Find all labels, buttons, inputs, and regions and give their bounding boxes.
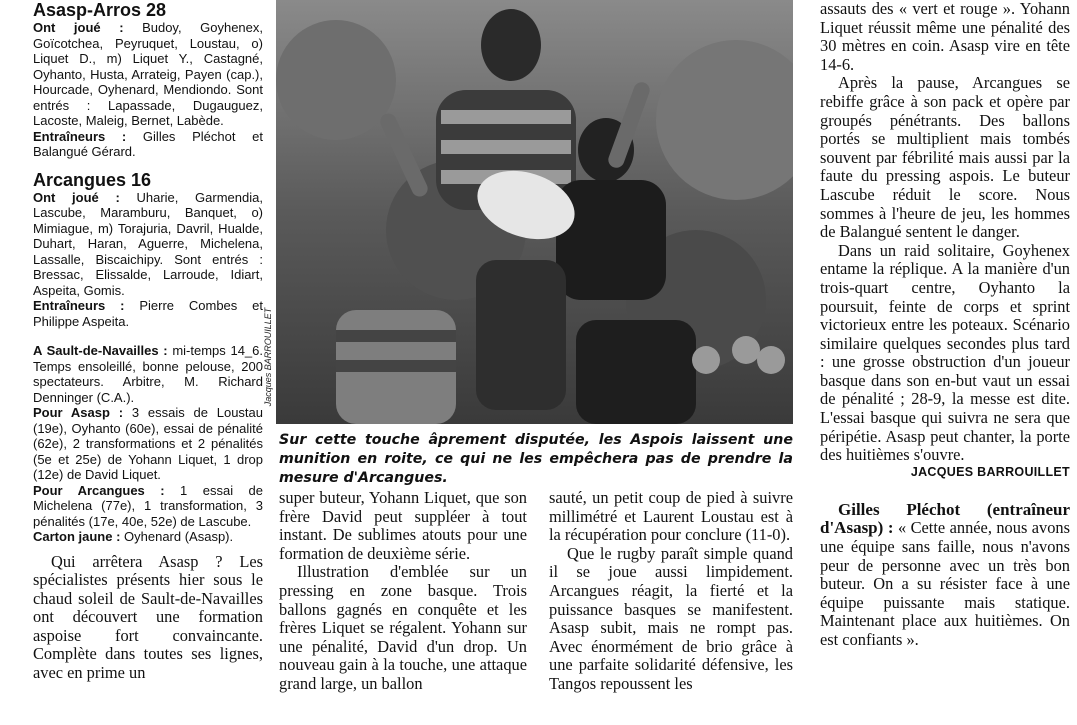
author-signature: JACQUES BARROUILLET bbox=[910, 464, 1070, 479]
right-column bbox=[820, 0, 1070, 650]
middle-column-2: sauté, un petit coup de pied à suivre millimétré et Laurent Loustau est à la récupération pour conclure (11-0). Que le rugby paraît simple quand il se joue aussi limpidement. Arcangues réagit, la fierté et la puissance basques se manifestent. Asasp subit, mais ne rompt pas. Avec énormément de brio grâce à une parfaite solidarité défensive, les Tangos repoussent les bbox=[549, 488, 793, 693]
photo-caption: Sur cette touche âprement disputée, les Aspois laissent une munition en roite, ce qui ne les empêchera pas de prendre la mesure d'Arcangues. bbox=[279, 432, 793, 486]
rugby-lineout-photo bbox=[276, 0, 793, 424]
team2-title: Arcangues 16 bbox=[33, 169, 152, 190]
article-start: Qui arrêtera Asasp ? Les spécialistes présents hier sous le chaud soleil de Sault-de-Navailles ont découvert une formation aspoise fort convaincante. Complète dans toutes ses lignes, avec en prime un bbox=[33, 551, 263, 683]
photo-credit: Jacques BARROUILLET bbox=[263, 307, 273, 407]
quote-speaker: Gilles Pléchot (entraîneur d'Asasp) : bbox=[820, 499, 1070, 538]
team2-lineup: Ont joué : Uharie, Garmendia, Lascube, Maramburu, Banquet, o) Mimiague, m) Torajuria, Davril, Hualde, Duhart, Haran, Aguerre, Michelena, Lassalle, Biscaichipy. Sont entrés : Bressac, Elissalde, Larroude, Idiart, Aspeita, Gomis. bbox=[33, 189, 263, 298]
middle-column-1: super buteur, Yohann Liquet, que son frère David peut suppléer à tout instant. De sublimes atouts pour une formation de deuxième série. Illustration d'emblée sur un pressing en zone basque. Trois ballons gagnés en conquête et les frères Liquet se régalent. Yohann sur une pénalité, David d'un drop. Un nouveau gain à la touche, une attaque grand large, un ballon bbox=[279, 488, 527, 693]
team2-coach: Entraîneurs : Pierre Combes et Philippe Aspeita. bbox=[33, 298, 263, 329]
arcangues-scorers: Pour Arcangues : 1 essai de Michelena (77e), 1 transformation, 3 pénalités (17e, 40e, 52e) de Lascube. bbox=[33, 482, 264, 529]
team1-lineup: Ont joué : Budoy, Goyhenex, Goïcotchea, Peyruquet, Loustau, o) Liquet D., m) Liquet Y., Castagné, Oyhanto, Husta, Arrateig, Payen (cap.), Hourcade, Oyhenard, Mendiondo. Sont entrés : Lapassade, Dugauguez, Lacoste, Maleig, Bernet, Labède. bbox=[33, 20, 263, 128]
right-article: assauts des « vert et rouge ». Yohann Liquet réussit même une pénalité des 30 mètres en coin. Asasp vire en tête 14-6. Après la pause, Arcangues se rebiffe grâce à son pack et opère par groupés pénétrants. Des ballons portés se multiplient mais tombés souvent par fébrilité mais aussi par la faute du pressing aspois. Le buteur Lascube réduit le score. Nous sommes à l'heure de jeu, les hommes de Balangué sentent le danger. Dans un raid solitaire, Goyhenex entame la réplique. A la manière d'un trois-quart centre, Oyhanto la poursuit, feinte de corps et sprint victorieux entre les poteaux. Scénario similaire quelques secondes plus tard : une grosse obstruction d'un joueur basque dans son en-but vaut un essai de pénalité ; 28-9, la messe est dite. L'essai basque qui suivra ne sera que péripétie. Asasp peut chanter, la porte des huitièmes s'ouvre. bbox=[820, 0, 1070, 465]
coach-quote: Gilles Pléchot (entraîneur d'Asasp) : « Cette année, nous avons une équipe sans faille, nous n'avons peur de personne avec un très bon buteur. On a su résister face à une équipe puissante mais statique. Maintenant place aux huitièmes. On est confiants ». bbox=[820, 499, 1070, 649]
yellow-card: Carton jaune : Oyhenard (Asasp). bbox=[33, 529, 234, 544]
team1-coach: Entraîneurs : Gilles Pléchot et Balangué Gérard. bbox=[33, 128, 263, 159]
team1-title: Asasp-Arros 28 bbox=[33, 0, 167, 20]
photo-image bbox=[276, 0, 793, 424]
asasp-scorers: Pour Asasp : 3 essais de Loustau (19e), Oyhanto (60e), essai de pénalité (62e), 2 transformations et 2 pénalités (5e et 25e) de Yohann Liquet, 1 drop (12e) de David Liquet. bbox=[33, 405, 264, 482]
venue-info: A Sault-de-Navailles : mi-temps 14_6. Temps ensoleillé, bonne pelouse, 200 spectateurs. Arbitre, M. Richard Denninger (C.A.). bbox=[33, 343, 263, 405]
left-column bbox=[33, 0, 263, 683]
